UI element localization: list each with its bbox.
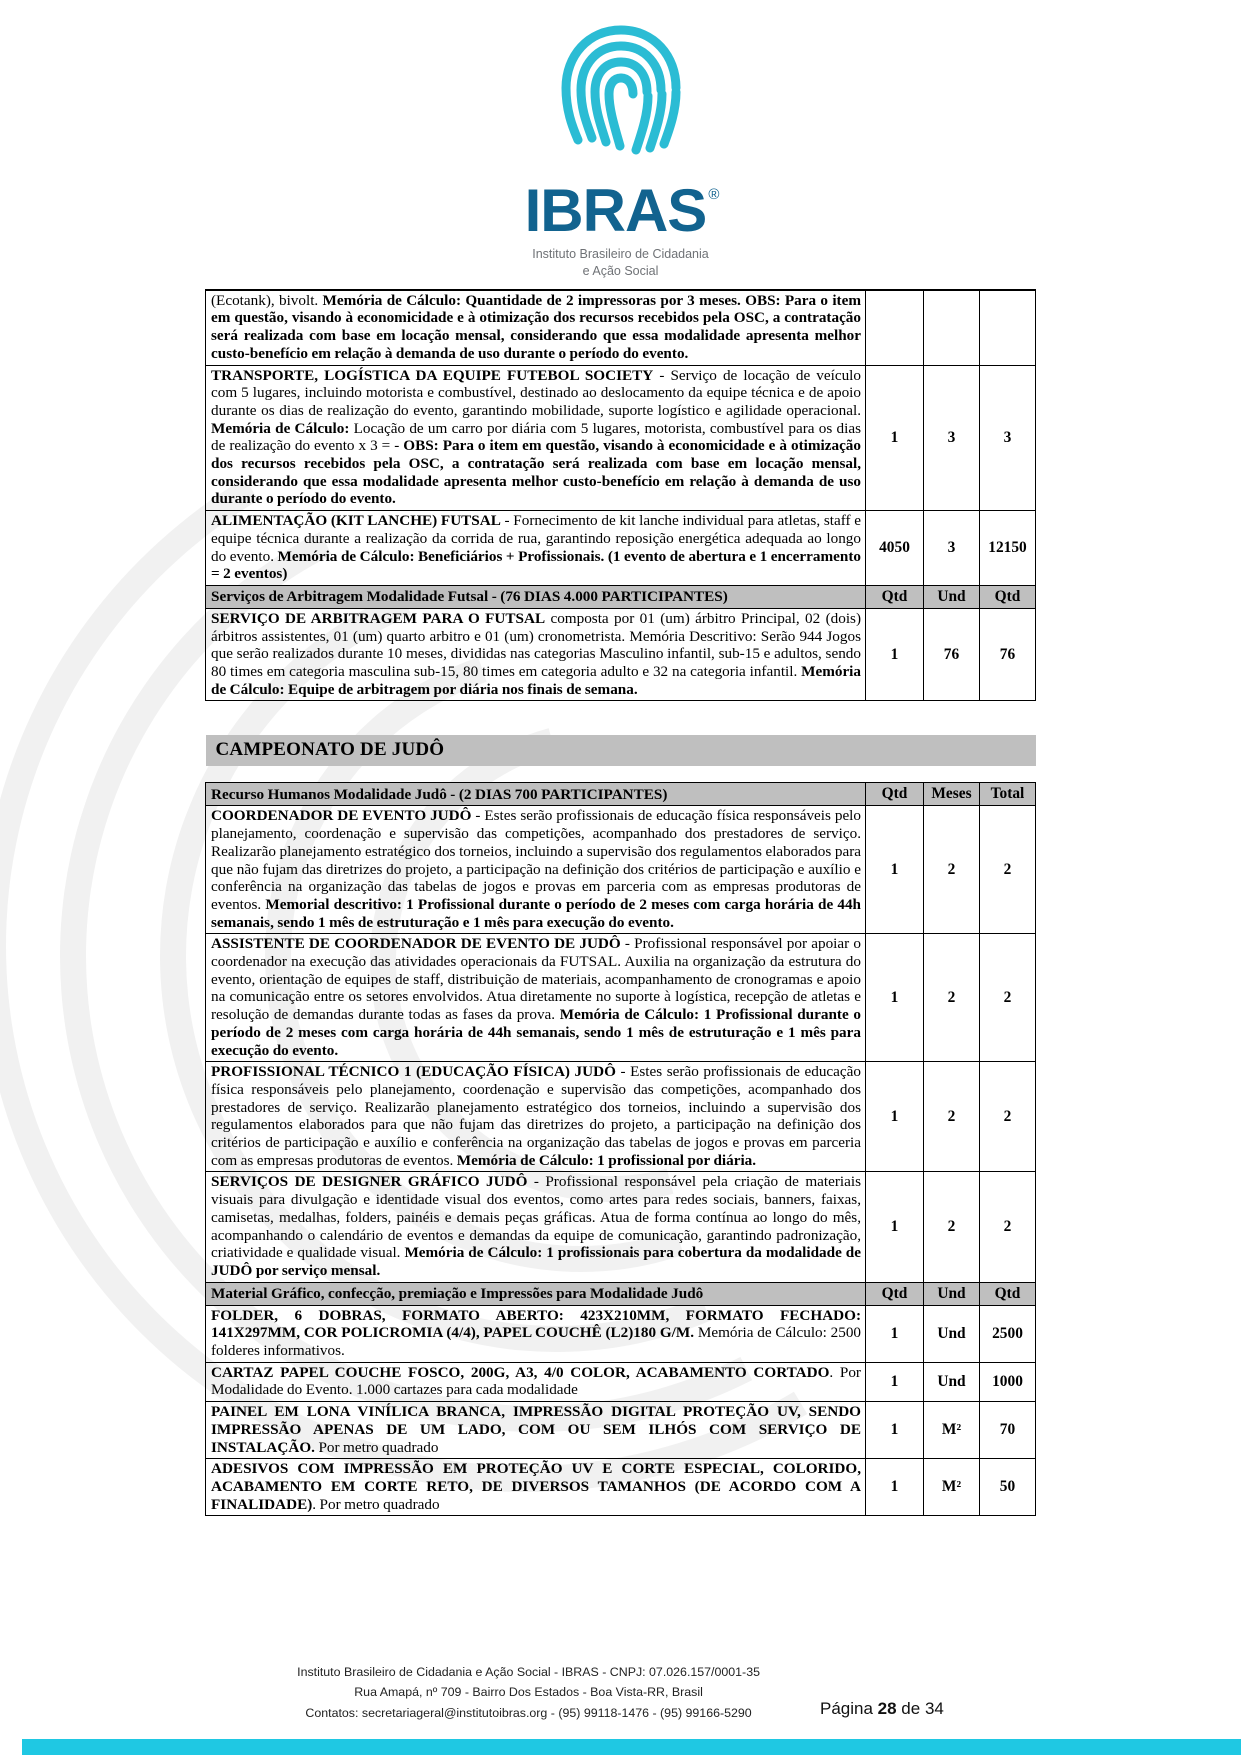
footer-contacts-line: Contatos: secretariageral@institutoibras.org - (95) 99118-1476 - (95) 99166-5290: [305, 1705, 752, 1720]
item-total-value: 2: [980, 1172, 1036, 1282]
table-row: [206, 1172, 1036, 1282]
item-description: (Ecotank), bivolt. Memória de Cálculo: Quantidade de 2 impressoras por 3 meses. OBS: Para o item em questão, visando à economicidade e à otimização dos recursos recebidos pela OSC, a contratação será realizada com base em locação mensal, considerando que essa modalidade apresenta melhor custo-benefício em relação à demanda de uso durante o período do evento.: [206, 290, 866, 365]
item-und-value: 3: [924, 365, 980, 511]
item-total-value: 2: [980, 806, 1036, 934]
item-und-value: Und: [924, 1362, 980, 1401]
brand-text: IBRAS: [524, 177, 707, 244]
registered-mark: ®: [708, 186, 719, 203]
item-total-value: 2500: [980, 1305, 1036, 1362]
item-description: ADESIVOS COM IMPRESSÃO EM PROTEÇÃO UV E CORTE ESPECIAL, COLORIDO, ACABAMENTO EM CORTE RETO, DE DIVERSOS TAMANHOS (DE ACORDO COM A FINALIDADE). Por metro quadrado: [206, 1459, 866, 1516]
item-qtd-value: 1: [866, 365, 924, 511]
item-total-value: 76: [980, 608, 1036, 701]
footer-accent-bar-notch: [0, 1739, 22, 1755]
column-header-total: Total: [980, 783, 1036, 806]
item-qtd-value: 1: [866, 1172, 924, 1282]
item-und-value: M²: [924, 1459, 980, 1516]
table-row: [206, 1062, 1036, 1172]
item-und-value: 2: [924, 806, 980, 934]
table-section-header-row: [206, 783, 1036, 806]
footer-accent-bar-wrap: [0, 1739, 1241, 1755]
item-qtd-value: 1: [866, 934, 924, 1062]
item-qtd-value: 1: [866, 1062, 924, 1172]
item-und-value: Und: [924, 1305, 980, 1362]
table-row: [206, 290, 1036, 365]
item-description: TRANSPORTE, LOGÍSTICA DA EQUIPE FUTEBOL SOCIETY - Serviço de locação de veículo com 5 lugares, incluindo motorista e combustível, destinado ao deslocamento da equipe técnica e de apoio durante os dias de realização do evento, garantindo mobilidade, suporte logístico e agilidade operacional. Memória de Cálculo: Locação de um carro por diária com 5 lugares, motorista, combustível para os dias de realização do evento x 3 = - OBS: Para o item em questão, visando à economicidade e à otimização dos recursos recebidos pela OSC, a contratação será realizada com base em locação mensal, considerando que essa modalidade apresenta melhor custo-benefício em relação à demanda de uso durante o período do evento.: [206, 365, 866, 511]
table-row: [206, 1362, 1036, 1401]
item-total-value: 3: [980, 365, 1036, 511]
item-total-value: 2: [980, 1062, 1036, 1172]
table-row: [206, 1459, 1036, 1516]
page-footer: [0, 1662, 1241, 1755]
item-description: ASSISTENTE DE COORDENADOR DE EVENTO DE JUDÔ - Profissional responsável por apoiar o coordenador na execução das atividades operacionais da FUTSAL. Auxilia na organização da estrutura do evento, orientação de equipes de staff, distribuição de materiais, acompanhamento de cronogramas e apoio na comunicação entre os setores envolvidos. Atua diretamente no suporte à logística, recepção de atletas e resolução de demandas durante todas as fases da prova. Memória de Cálculo: 1 Profissional durante o período de 2 meses com carga horária de 44h semanais, sendo 1 mês de estruturação e 1 mês para execução do evento.: [206, 934, 866, 1062]
table-row: [206, 1402, 1036, 1459]
section-banner-judo: CAMPEONATO DE JUDÔ: [206, 735, 1036, 766]
judo-items-table: [205, 782, 1036, 1516]
column-header-und: Und: [924, 586, 980, 609]
column-header-und: Und: [924, 1282, 980, 1305]
brand-tagline-line2: e Ação Social: [582, 263, 659, 278]
column-header-und: Meses: [924, 783, 980, 806]
judo-table-body: [206, 783, 1036, 1516]
page-label-middle: de: [896, 1699, 925, 1718]
section-header-label: Serviços de Arbitragem Modalidade Futsal - (76 DIAS 4.000 PARTICIPANTES): [206, 586, 866, 609]
table-row: [206, 608, 1036, 701]
item-total-value: 12150: [980, 511, 1036, 586]
table-row: [206, 365, 1036, 511]
page-label-prefix: Página: [819, 1699, 878, 1718]
futsal-items-table: [205, 289, 1036, 702]
column-header-total: Qtd: [980, 1282, 1036, 1305]
section-header-label: Recurso Humanos Modalidade Judô - (2 DIAS 700 PARTICIPANTES): [206, 783, 866, 806]
footer-address-line: Rua Amapá, nº 709 - Bairro Dos Estados - Boa Vista-RR, Brasil: [354, 1685, 703, 1700]
item-und-value: 76: [924, 608, 980, 701]
table-row: [206, 1305, 1036, 1362]
column-header-qtd: Qtd: [866, 783, 924, 806]
footer-org-line: Instituto Brasileiro de Cidadania e Ação Social - IBRAS - CNPJ: 07.026.157/0001-35: [297, 1664, 760, 1679]
item-und-value: 2: [924, 1062, 980, 1172]
item-description: SERVIÇO DE ARBITRAGEM PARA O FUTSAL composta por 01 (um) árbitro Principal, 02 (dois) árbitros assistentes, 01 (um) quarto arbitro e 01 (um) cronometrista. Memória Descritivo: Serão 944 Jogos que serão realizados durante 10 meses, divididas nas categorias Masculino infantil, sub-15 e adultos, sendo 80 times em categoria masculina sub-15, 80 times em categoria adulto e 32 na categoria infantil. Memória de Cálculo: Equipe de arbitragem por diária nos finais de semana.: [206, 608, 866, 701]
futsal-table-body: [206, 290, 1036, 701]
item-qtd-value: 1: [866, 608, 924, 701]
item-description: CARTAZ PAPEL COUCHE FOSCO, 200G, A3, 4/0 COLOR, ACABAMENTO CORTADO. Por Modalidade do Evento. 1.000 cartazes para cada modalidade: [206, 1362, 866, 1401]
item-total-value: 50: [980, 1459, 1036, 1516]
item-qtd-value: 4050: [866, 511, 924, 586]
item-description: FOLDER, 6 DOBRAS, FORMATO ABERTO: 423X210MM, FORMATO FECHADO: 141X297MM, COR POLICROMIA (4/4), PAPEL COUCHÊ (L2)180 G/M. Memória de Cálculo: 2500 folderes informativos.: [206, 1305, 866, 1362]
item-qtd-value: 1: [866, 1402, 924, 1459]
item-description: PAINEL EM LONA VINÍLICA BRANCA, IMPRESSÃO DIGITAL PROTEÇÃO UV, SENDO IMPRESSÃO APENAS DE UM LADO, COM OU SEM ILHÓS COM SERVIÇO DE INSTALAÇÃO. Por metro quadrado: [206, 1402, 866, 1459]
item-description: COORDENADOR DE EVENTO JUDÔ - Estes serão profissionais de educação física responsáveis pelo planejamento, coordenação e supervisão das competições, acompanhado dos prestadores de serviço. Realizarão planejamento estratégico dos torneios, incluindo a supervisão dos regulamentos elaborados para que não fujam das diretrizes do projeto, a participação na definição dos critérios de participação e auxílio e conferência na organização das tabelas de jogos e provas em parceria com as empresas produtoras de eventos. Memorial descritivo: 1 Profissional durante o período de 2 meses com carga horária de 44h semanais, sendo 1 mês de estruturação e 1 mês para execução do evento.: [206, 806, 866, 934]
section-header-label: Material Gráfico, confecção, premiação e Impressões para Modalidade Judô: [206, 1282, 866, 1305]
table-row: [206, 806, 1036, 934]
brand-tagline-line1: Instituto Brasileiro de Cidadania: [532, 247, 709, 261]
item-description: SERVIÇOS DE DESIGNER GRÁFICO JUDÔ - Profissional responsável pela criação de materiais visuais para divulgação e identidade visual dos eventos, como artes para redes sociais, banners, faixas, camisetas, medalhas, folders, painéis e demais peças gráficas. Atua de forma contínua ao longo do mês, acompanhando o calendário de eventos e demandas da equipe de comunicação, garantindo padronização, criatividade e qualidade visual. Memória de Cálculo: 1 profissionais para cobertura da modalidade de JUDÔ por serviço mensal.: [206, 1172, 866, 1282]
item-und-value: 2: [924, 1172, 980, 1282]
column-header-total: Qtd: [980, 586, 1036, 609]
footer-accent-bar: [0, 1739, 1241, 1755]
table-section-header-row: [206, 1282, 1036, 1305]
item-und-value: 3: [924, 511, 980, 586]
column-header-qtd: Qtd: [866, 586, 924, 609]
item-total-value: [980, 290, 1036, 365]
item-qtd-value: 1: [866, 1305, 924, 1362]
item-total-value: 1000: [980, 1362, 1036, 1401]
table-row: [206, 511, 1036, 586]
table-row: [206, 934, 1036, 1062]
table-section-header-row: [206, 586, 1036, 609]
item-qtd-value: [866, 290, 924, 365]
page-total-number: 34: [924, 1699, 944, 1718]
brand-wordmark: [524, 177, 719, 244]
footer-contact-block: [297, 1662, 760, 1723]
item-und-value: 2: [924, 934, 980, 1062]
item-qtd-value: 1: [866, 1362, 924, 1401]
item-qtd-value: 1: [866, 1459, 924, 1516]
column-header-qtd: Qtd: [866, 1282, 924, 1305]
fingerprint-logo-icon: [526, 14, 716, 179]
item-und-value: M²: [924, 1402, 980, 1459]
brand-tagline: [0, 246, 1241, 280]
page-current-number: 28: [877, 1699, 897, 1718]
item-total-value: 2: [980, 934, 1036, 1062]
item-und-value: [924, 290, 980, 365]
item-qtd-value: 1: [866, 806, 924, 934]
item-description: PROFISSIONAL TÉCNICO 1 (EDUCAÇÃO FÍSICA) JUDÔ - Estes serão profissionais de educação física responsáveis pelo planejamento, coordenação e supervisão das competições, acompanhado dos prestadores de serviço. Realizarão planejamento estratégico dos torneios, incluindo a supervisão dos regulamentos elaborados para que não fujam das diretrizes do projeto, a participação na definição dos critérios de participação e auxílio e conferência na organização das tabelas de jogos e provas em parceria com as empresas produtoras de eventos. Memória de Cálculo: 1 profissional por diária.: [206, 1062, 866, 1172]
page-number-indicator: [820, 1699, 944, 1723]
item-description: ALIMENTAÇÃO (KIT LANCHE) FUTSAL - Fornecimento de kit lanche individual para atletas, staff e equipe técnica durante a realização da corrida de rua, garantindo reposição energética adequada ao longo do evento. Memória de Cálculo: Beneficiários + Profissionais. (1 evento de abertura e 1 encerramento = 2 eventos): [206, 511, 866, 586]
logo-header: [0, 0, 1241, 280]
item-total-value: 70: [980, 1402, 1036, 1459]
